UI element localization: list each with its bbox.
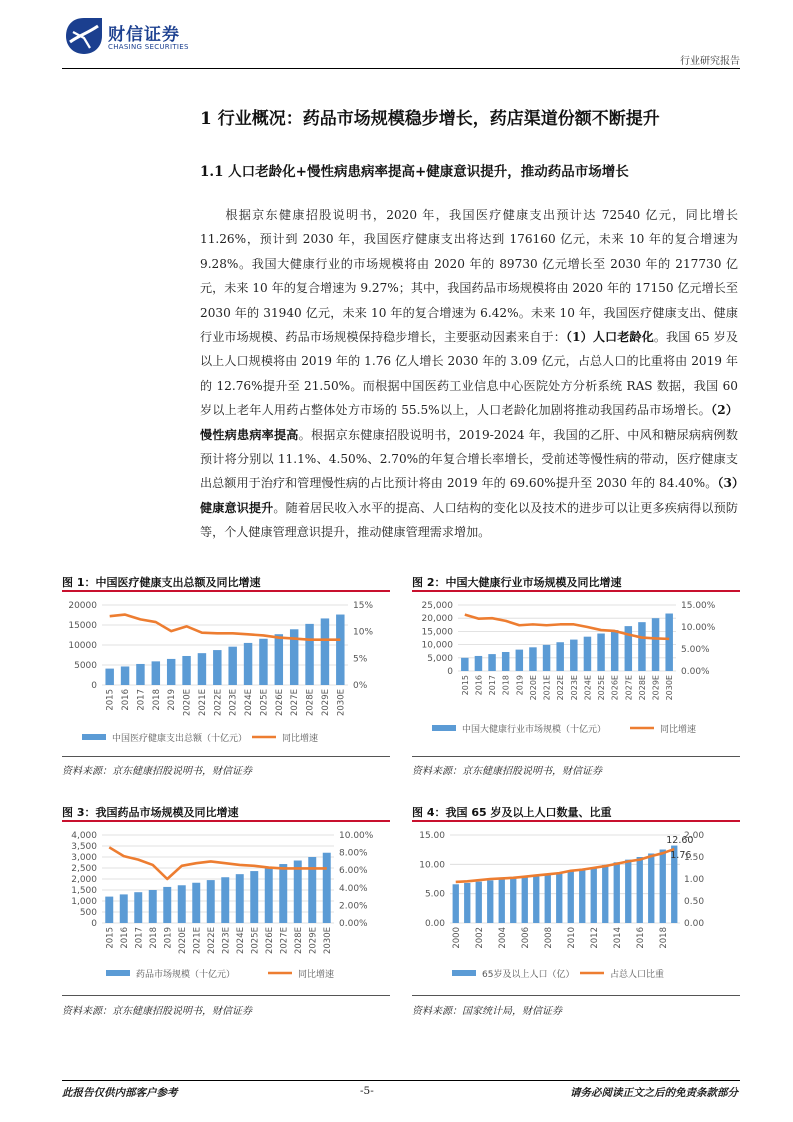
y-left-tick-label: 15000 xyxy=(68,621,97,631)
data-label: 12.60 xyxy=(666,835,694,847)
x-tick-label: 2020E xyxy=(182,689,193,717)
x-tick-label: 2006 xyxy=(520,927,531,949)
page-number: -5- xyxy=(360,1085,374,1097)
figure-3-top-rule xyxy=(62,820,390,822)
figure-4-top-rule xyxy=(412,820,740,822)
x-tick-label: 2016 xyxy=(119,927,130,949)
y-left-tick-label: 1,000 xyxy=(71,897,97,907)
x-tick-label: 2004 xyxy=(497,927,508,949)
x-tick-label: 2012 xyxy=(589,927,600,949)
y-right-tick-label: 10.00% xyxy=(681,623,716,633)
driver-aging: （1）人口老龄化 xyxy=(565,330,654,345)
x-tick-label: 2024E xyxy=(244,689,255,717)
bar xyxy=(602,865,608,923)
y-right-tick-label: 1.50 xyxy=(684,853,705,863)
bar xyxy=(192,883,200,923)
x-tick-label: 2029E xyxy=(308,927,319,955)
bar xyxy=(475,656,482,671)
y-left-tick-label: 0 xyxy=(447,667,453,677)
x-tick-label: 2025E xyxy=(259,689,270,717)
y-left-tick-label: 20000 xyxy=(68,601,97,611)
x-tick-label: 2008 xyxy=(543,927,554,949)
legend-swatch-bar xyxy=(432,725,456,731)
legend-label: 中国医疗健康支出总额（十亿元） xyxy=(112,734,248,744)
x-tick-label: 2015 xyxy=(105,927,116,949)
figure-4-chart xyxy=(412,823,740,991)
figure-1-title: 图 1：中国医疗健康支出总额及同比增速 xyxy=(62,576,261,589)
data-label: 1.76 xyxy=(670,850,692,862)
bar xyxy=(134,892,142,923)
x-tick-label: 2023E xyxy=(569,675,579,701)
bar xyxy=(648,853,654,923)
y-left-tick-label: 500 xyxy=(79,908,97,918)
x-tick-label: 2030E xyxy=(322,927,333,955)
bar xyxy=(597,634,604,671)
bar xyxy=(568,871,574,923)
x-tick-label: 2030E xyxy=(336,689,347,717)
legend-label: 占总人口比重 xyxy=(610,970,665,980)
bar xyxy=(625,860,631,923)
y-right-tick-label: 6.00% xyxy=(339,866,368,877)
bar xyxy=(105,669,113,685)
bar xyxy=(543,645,550,671)
figure-2-top-rule xyxy=(412,590,740,592)
y-left-tick-label: 2,000 xyxy=(71,875,97,885)
x-tick-label: 2026E xyxy=(264,927,275,955)
x-tick-label: 2021E xyxy=(197,689,208,717)
bar xyxy=(611,630,618,671)
chart2-svg xyxy=(412,593,740,753)
y-right-tick-label: 0.00% xyxy=(681,667,710,677)
y-left-tick-label: 10000 xyxy=(68,641,97,651)
x-tick-label: 2022E xyxy=(206,927,217,955)
legend-label: 同比增速 xyxy=(282,734,319,744)
logo-name-en: CHASING SECURITIES xyxy=(108,43,189,51)
bar xyxy=(294,861,302,923)
x-tick-label: 2000 xyxy=(451,927,462,949)
legend-label: 同比增速 xyxy=(298,970,335,980)
chart1-svg xyxy=(62,593,390,753)
legend-swatch-bar xyxy=(452,970,476,976)
bar xyxy=(336,615,344,685)
x-tick-label: 2020E xyxy=(528,675,538,701)
figure-4-bottom-rule xyxy=(412,995,740,996)
y-right-tick-label: 15.00% xyxy=(681,601,716,611)
bar xyxy=(228,647,236,685)
figure-3-title: 图 3：我国药品市场规模及同比增速 xyxy=(62,806,239,819)
y-left-tick-label: 0.00 xyxy=(424,919,445,929)
bar xyxy=(136,664,144,685)
bar xyxy=(152,661,160,685)
x-tick-label: 2024E xyxy=(235,927,246,955)
legend-label: 药品市场规模（十亿元） xyxy=(136,970,236,980)
subsection-heading: 1.1 人口老龄化+慢性病患病率提高+健康意识提升，推动药品市场增长 xyxy=(200,164,629,180)
bar xyxy=(236,874,244,923)
figure-1-top-rule xyxy=(62,590,390,592)
bar xyxy=(502,652,509,671)
footer-divider xyxy=(62,1080,740,1081)
y-left-tick-label: 15.00 xyxy=(419,831,445,841)
x-tick-label: 2015 xyxy=(105,689,116,711)
y-right-tick-label: 5% xyxy=(353,654,368,665)
figure-4-source: 资料来源：国家统计局，财信证券 xyxy=(412,1006,562,1017)
y-left-tick-label: 10,000 xyxy=(421,640,453,651)
y-left-tick-label: 4,000 xyxy=(71,831,97,841)
driver-chronic-disease: （2）慢性病患病率提高 xyxy=(200,403,738,442)
x-tick-label: 2016 xyxy=(635,927,646,949)
x-tick-label: 2026E xyxy=(610,675,620,701)
y-right-tick-label: 2.00 xyxy=(684,831,705,841)
figure-2-chart xyxy=(412,593,740,753)
bar xyxy=(638,622,645,671)
y-right-tick-label: 1.00 xyxy=(684,875,705,885)
bar xyxy=(556,873,562,923)
x-tick-label: 2023E xyxy=(228,689,239,717)
x-tick-label: 2025E xyxy=(597,675,607,701)
bar xyxy=(198,653,206,685)
section-heading: 1 行业概况：药品市场规模稳步增长，药店渠道份额不断提升 xyxy=(200,109,660,129)
bar xyxy=(250,871,258,923)
x-tick-label: 2017 xyxy=(134,927,145,949)
y-left-tick-label: 3,500 xyxy=(71,842,97,852)
x-tick-label: 2017 xyxy=(136,689,147,711)
x-tick-label: 2021E xyxy=(542,675,552,701)
bar xyxy=(453,884,459,923)
figure-3-source: 资料来源：京东健康招股说明书，财信证券 xyxy=(62,1006,252,1017)
bar xyxy=(149,890,157,923)
bar xyxy=(516,650,523,671)
bar xyxy=(461,658,468,671)
bar xyxy=(522,877,528,923)
x-tick-label: 2028E xyxy=(637,675,647,701)
y-left-tick-label: 5000 xyxy=(74,661,97,671)
legend-label: 同比增速 xyxy=(660,725,697,735)
x-tick-label: 2019 xyxy=(167,689,178,711)
x-tick-label: 2017 xyxy=(488,675,498,696)
driver-health-awareness: （3）健康意识提升 xyxy=(200,476,738,515)
body-paragraph xyxy=(200,203,738,545)
bar xyxy=(464,883,470,923)
bar xyxy=(213,650,221,685)
x-tick-label: 2019 xyxy=(163,927,174,949)
bar xyxy=(207,880,215,923)
y-left-tick-label: 20,000 xyxy=(421,614,453,625)
bar xyxy=(499,879,505,923)
y-left-tick-label: 0 xyxy=(91,681,97,691)
x-tick-label: 2028E xyxy=(305,689,316,717)
bar xyxy=(614,862,620,923)
figure-1-bottom-rule xyxy=(62,756,390,757)
x-tick-label: 2025E xyxy=(250,927,261,955)
figure-2-source: 资料来源：京东健康招股说明书，财信证券 xyxy=(412,766,602,777)
figure-2-title: 图 2：中国大健康行业市场规模及同比增速 xyxy=(412,576,622,589)
x-tick-label: 2002 xyxy=(474,927,485,949)
legend-swatch-bar xyxy=(106,970,130,976)
bar xyxy=(488,654,495,671)
bar xyxy=(476,882,482,923)
bar xyxy=(533,876,539,923)
x-tick-label: 2027E xyxy=(279,927,290,955)
bar xyxy=(120,894,128,923)
bar xyxy=(221,877,229,923)
figure-3-chart xyxy=(62,823,390,991)
bar xyxy=(265,868,273,923)
bar xyxy=(275,634,283,685)
bar xyxy=(665,614,672,671)
y-left-tick-label: 2,500 xyxy=(71,864,97,874)
x-tick-label: 2027E xyxy=(624,675,634,701)
bar xyxy=(660,850,666,923)
y-right-tick-label: 10.00% xyxy=(339,831,374,841)
y-right-tick-label: 2.00% xyxy=(339,901,368,912)
x-tick-label: 2018 xyxy=(658,927,669,949)
bar xyxy=(279,864,287,923)
y-right-tick-label: 8.00% xyxy=(339,848,368,859)
figure-2-bottom-rule xyxy=(412,756,740,757)
report-type-label: 行业研究报告 xyxy=(680,56,740,67)
legend-swatch-bar xyxy=(82,734,106,740)
bar xyxy=(163,887,171,923)
y-right-tick-label: 4.00% xyxy=(339,883,368,894)
y-right-tick-label: 15% xyxy=(353,601,374,611)
chart4-svg xyxy=(412,823,740,991)
x-tick-label: 2028E xyxy=(293,927,304,955)
figure-3-bottom-rule xyxy=(62,995,390,996)
page-header xyxy=(62,14,740,70)
bar xyxy=(584,637,591,671)
y-left-tick-label: 10.00 xyxy=(419,860,445,871)
bar xyxy=(244,643,252,685)
bar xyxy=(591,867,597,923)
bar xyxy=(579,869,585,923)
y-left-tick-label: 0 xyxy=(91,919,97,929)
y-left-tick-label: 15,000 xyxy=(421,627,453,638)
x-tick-label: 2023E xyxy=(221,927,232,955)
x-tick-label: 2018 xyxy=(148,927,159,949)
y-left-tick-label: 3,000 xyxy=(71,853,97,863)
y-left-tick-label: 1,500 xyxy=(71,886,97,896)
x-tick-label: 2018 xyxy=(501,675,511,696)
figure-4-title: 图 4：我国 65 岁及以上人口数量、比重 xyxy=(412,806,612,819)
bar xyxy=(652,618,659,671)
bar xyxy=(321,618,329,685)
bar xyxy=(308,857,316,923)
bar xyxy=(178,885,186,923)
x-tick-label: 2029E xyxy=(320,689,331,717)
footer-disclaimer-left: 此报告仅供内部客户参考 xyxy=(62,1087,178,1099)
x-tick-label: 2026E xyxy=(274,689,285,717)
bar xyxy=(167,659,175,685)
y-right-tick-label: 0.50 xyxy=(684,897,705,907)
bar xyxy=(259,639,267,685)
bar xyxy=(570,640,577,671)
body-text-2: 。我国 65 岁及以上人口规模将由 2019 年的 1.76 亿人增长 2030 年的 3.09 亿元，占总人口的比重将由 2019 年的 12.76%提升至 21.50%。而根据中国医药工业信息中心医院处方分析系统 RAS 数据，我国 60 岁以上老年人用药占整体处方市场的 55.5%以上，人口老龄化加剧将推动我国药品市场增长。 xyxy=(200,330,738,418)
x-tick-label: 2019 xyxy=(515,675,525,696)
x-tick-label: 2010 xyxy=(566,927,577,949)
company-logo-icon xyxy=(64,16,104,56)
x-tick-label: 2016 xyxy=(121,689,132,711)
figure-1-chart xyxy=(62,593,390,753)
x-tick-label: 2029E xyxy=(651,675,661,701)
y-right-tick-label: 0.00 xyxy=(684,919,705,929)
bar xyxy=(545,875,551,923)
y-right-tick-label: 0.00% xyxy=(339,919,368,929)
x-tick-label: 2014 xyxy=(612,927,623,949)
bar xyxy=(510,879,516,923)
y-left-tick-label: 5,000 xyxy=(427,653,453,664)
footer-disclaimer-right: 请务必阅读正文之后的免责条款部分 xyxy=(570,1087,738,1099)
x-tick-label: 2027E xyxy=(290,689,301,717)
legend-label: 中国大健康行业市场规模（十亿元） xyxy=(462,725,607,735)
x-tick-label: 2021E xyxy=(192,927,203,955)
y-right-tick-label: 0% xyxy=(353,681,368,691)
bar xyxy=(487,880,493,923)
x-tick-label: 2022E xyxy=(556,675,566,701)
x-tick-label: 2020E xyxy=(177,927,188,955)
x-tick-label: 2018 xyxy=(151,689,162,711)
legend-label: 65岁及以上人口（亿） xyxy=(482,970,575,980)
y-right-tick-label: 5.00% xyxy=(681,645,710,655)
x-tick-label: 2016 xyxy=(474,675,484,696)
y-right-tick-label: 10% xyxy=(353,627,374,638)
header-divider xyxy=(62,68,740,69)
bar xyxy=(323,853,331,923)
bar xyxy=(556,642,563,671)
x-tick-label: 2022E xyxy=(213,689,224,717)
body-text-3: 。根据京东健康招股说明书，2019-2024 年，我国的乙肝、中风和糖尿病病例数预计将分别以 11.1%、4.50%、2.70%的年复合增长率增长，受前述等慢性病的带动，医疗健康支出总额用于治疗和管理慢性病的占比预计将由 2019 年的 69.60%提升至 2030 年的 84.40%。 xyxy=(200,427,738,491)
body-text-4: 。随着居民收入水平的提高、人口结构的变化以及技术的进步可以让更多疾病得以预防等，个人健康管理意识提升，推动健康管理需求增加。 xyxy=(200,500,738,540)
figure-1-source: 资料来源：京东健康招股说明书，财信证券 xyxy=(62,766,252,777)
logo-name-cn: 财信证券 xyxy=(108,25,180,45)
x-tick-label: 2015 xyxy=(460,675,470,696)
y-left-tick-label: 5.00 xyxy=(424,889,445,900)
bar xyxy=(105,897,113,923)
bar xyxy=(182,656,190,685)
bar xyxy=(305,624,313,685)
body-text-1: 根据京东健康招股说明书，2020 年，我国医疗健康支出预计达 72540 亿元，同比增长 11.26%，预计到 2030 年，我国医疗健康支出将达到 176160 亿元，未来 10 年的复合增速为 9.28%。我国大健康行业的市场规模将由 2020 年的 89730 亿元增长至 2030 年的 217730 亿元，未来 10 年的复合增速为 9.27%；其中，我国药品市场规模将由 2020 年的 17150 亿元增长至 2030 年的 31940 亿元，未来 10 年的复合增速为 6.42%。未来 10 年，我国医疗健康支出、健康行业市场规模、药品市场规模保持稳步增长，主要驱动因素来自于： xyxy=(200,208,738,345)
x-tick-label: 2030E xyxy=(665,675,675,701)
bar xyxy=(529,647,536,671)
bar xyxy=(637,857,643,923)
chart3-svg xyxy=(62,823,390,991)
bar xyxy=(121,666,129,685)
x-tick-label: 2024E xyxy=(583,675,593,701)
y-left-tick-label: 25,000 xyxy=(421,601,453,611)
